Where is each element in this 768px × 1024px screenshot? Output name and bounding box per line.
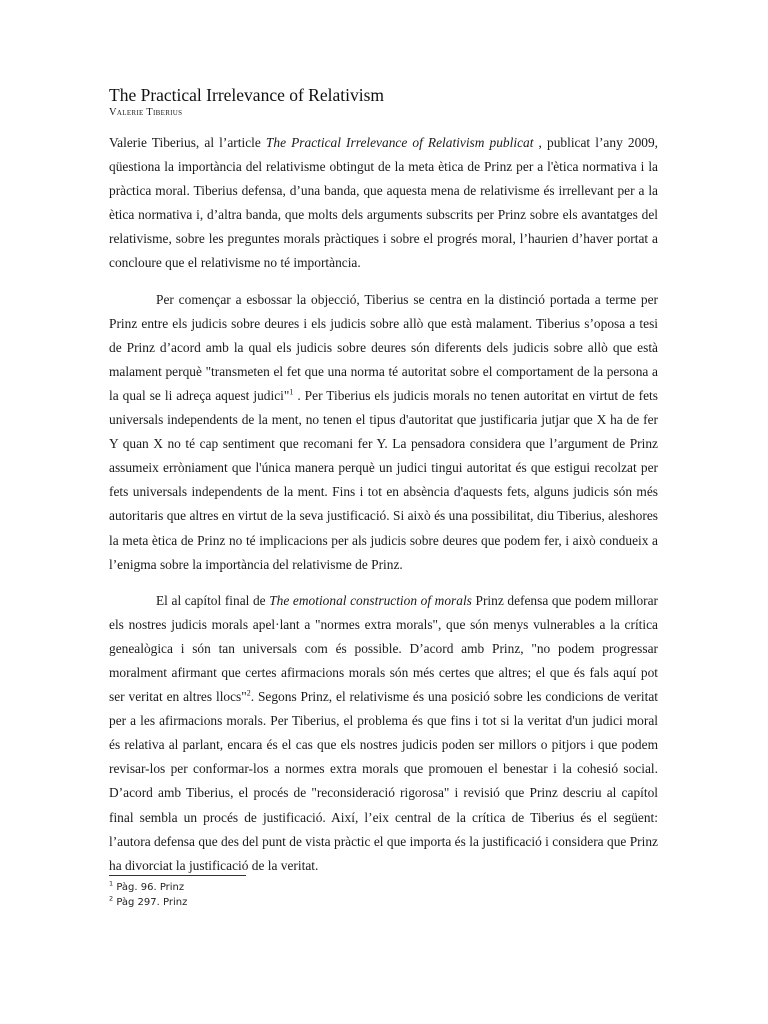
paragraph-2-text-b: . Per Tiberius els judicis morals no tenen autoritat en virtut de fets universals independents de la ment, no tenen el tipus d'autoritat que justificaria jutjar que X ha de fer Y quan X no té cap sentiment que recomani fer Y. La pensadora considera que l’argument de Prinz assumeix erròniament que l'única manera perquè un judici tingui autoritat és que estigui recolzat per fets universals independents de la ment. Fins i tot en absència d'aquests fets, alguns judicis són més autoritaris que altres en virtut de la seva justificació. Si això és una possibilitat, diu Tiberius, aleshores la meta ètica de Prinz no té implicacions per als judicis sobre deures que podem fer, i això condueix a l’enigma sobre la importància del relativisme de Prinz. [109,387,658,572]
footnote-1-text: Pàg. 96. Prinz [113,882,185,893]
paragraph-3-text-a: El al capítol final de [156,592,270,608]
footnote-ref-1[interactable]: 1 [289,387,294,397]
paragraph-1 [109,131,658,276]
paragraph-1-text-a: Valerie Tiberius, al l’article [109,135,266,150]
footnote-2-text: Pàg 297. Prinz [113,897,188,908]
paragraph-2-text-a: Per començar a esbossar la objecció, Tiberius se centra en la distinció portada a terme per Prinz entre els judicis sobre deures i els judicis sobre allò que està malament. Tiberius s’oposa a tesi de Prinz d’acord amb la qual els judicis sobre deures són diferents dels judicis sobre allò que està malament perquè "transmeten el fet que una norma té autoritat sobre el comportament de la persona a la qual se li adreça aquest judici" [109,291,658,403]
document-author: Valerie Tiberius [109,107,183,118]
paragraph-2 [109,288,658,577]
footnotes [109,880,187,910]
footnote-1 [109,880,187,895]
footnote-2 [109,895,187,910]
paragraph-1-text-b: , publicat l’any 2009, qüestiona la importància del relativisme obtingut de la meta ètica de Prinz per a l'ètica normativa i la pràctica moral. Tiberius defensa, d’una banda, que aquesta mena de relativisme és irrellevant per a la ètica normativa i, d’altra banda, que molts dels arguments subscrits per Prinz sobre els avantatges del relativisme, sobre les preguntes morals pràctiques i sobre el progrés moral, l’haurien d’haver portat a concloure que el relativisme no té importància. [109,135,659,271]
paragraph-3-text-b: Prinz defensa que podem millorar els nostres judicis morals apel·lant a "normes extra morals", que són menys vulnerables a la crítica genealògica i són tan universals com és possible. D’acord amb Prinz, "no podem progressar moralment afirmant que certes afirmacions morals són més certes que altres; el que és fals aquí pot ser veritat en altres llocs" [109,592,659,705]
book-title-italic: The emotional construction of morals [269,592,472,608]
paragraph-3 [109,589,658,878]
footnote-2-number: 2 [109,894,114,903]
article-title-italic: The Practical Irrelevance of Relativism publicat [265,135,534,150]
document-title: The Practical Irrelevance of Relativism [109,85,385,105]
paragraph-3-text-c: . Segons Prinz, el relativisme és una posició sobre les condicions de veritat per a les afirmacions morals. Per Tiberius, el problema és que fins i tot si la veritat d'un judici moral és relativa al parlant, encara és el cas que els nostres judicis poden ser millors o pitjors i que podem revisar-los per conformar-los a normes extra morals que promouen el benestar i la cohesió social. D’acord amb Tiberius, el procés de "reconsideració rigorosa" i revisió que Prinz descriu al capítol final sembla un procés de justificació. Així, l’eix central de la crítica de Tiberius és el següent: l’autora defensa que des del punt de vista pràctic el que importa és la justificació i considera que Prinz ha divorciat la justificació de la veritat. [109,689,658,873]
footnote-ref-2[interactable]: 2 [246,688,251,698]
footnote-separator [109,875,246,876]
footnote-1-number: 1 [109,879,114,888]
document-page [109,84,658,890]
